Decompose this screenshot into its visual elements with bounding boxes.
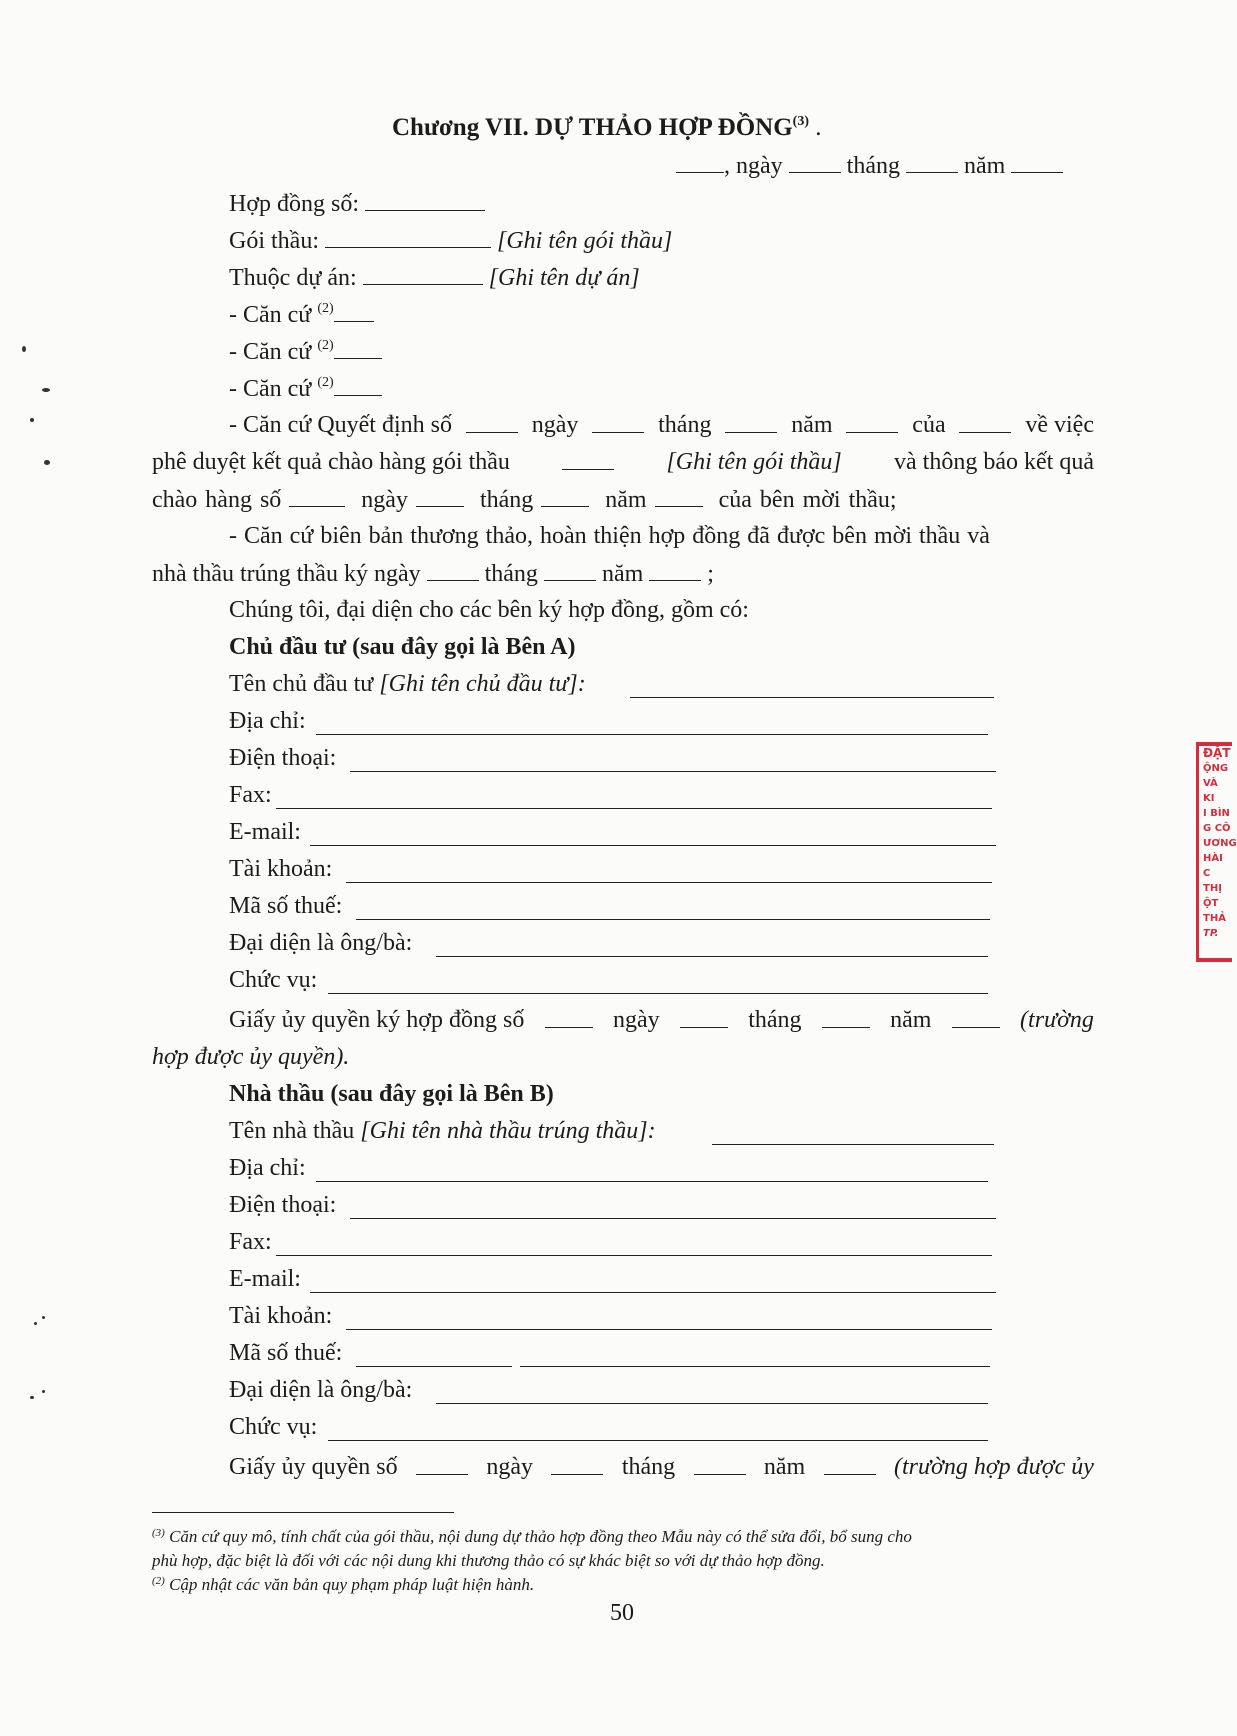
- date-line: [676, 150, 1063, 181]
- notice-number-label: chào hàng số: [152, 487, 282, 513]
- package-line: [229, 225, 672, 256]
- minutes-line-1: [229, 521, 990, 551]
- footnote-3-mark: (3): [152, 1527, 165, 1539]
- party-a-auth-tail: (trường: [1020, 1007, 1094, 1033]
- minutes-day-blank: [427, 558, 479, 581]
- decision-subject-label: về việc: [1025, 412, 1094, 438]
- party-b-position-label: Chức vụ:: [229, 1414, 318, 1440]
- basis-label: - Căn cứ: [229, 302, 312, 328]
- minutes-year-blank: [649, 558, 701, 581]
- contract-number-line: [229, 188, 485, 219]
- scan-speck: [44, 460, 50, 465]
- package-blank: [325, 225, 491, 248]
- party-a-position-label: Chức vụ:: [229, 967, 318, 993]
- seal-stamp: [1196, 742, 1237, 962]
- approve-hint: [Ghi tên gói thầu]: [666, 449, 842, 475]
- basis-line-1: [229, 299, 374, 330]
- party-a-auth-line: [229, 1005, 1094, 1035]
- decision-year-blank: [846, 410, 898, 433]
- basis-blank: [334, 299, 374, 322]
- party-a-position-line: [328, 993, 988, 994]
- date-day-label: , ngày: [724, 153, 783, 179]
- date-month-label: tháng: [846, 153, 900, 179]
- project-line: [229, 262, 640, 293]
- party-a-name-line: [630, 697, 994, 698]
- footnote-2-line: [152, 1574, 534, 1596]
- decision-issuer-blank: [959, 410, 1011, 433]
- notice-day-label: ngày: [361, 487, 408, 513]
- footnote-2-text: Cập nhật các văn bản quy phạm pháp luật hiện hành.: [169, 1575, 535, 1594]
- party-a-auth-label: Giấy ủy quyền ký hợp đồng số: [229, 1007, 525, 1033]
- party-b-position-line: [328, 1440, 988, 1441]
- party-b-fax-label: Fax:: [229, 1229, 272, 1255]
- party-b-account-label: Tài khoản:: [229, 1303, 333, 1329]
- party-a-rep-line: [436, 956, 988, 957]
- stamp-line: ĐẶT: [1203, 746, 1231, 760]
- party-a-tax-line: [356, 919, 990, 920]
- party-a-email-label: E-mail:: [229, 819, 301, 845]
- basis-footnote-mark: (2): [317, 301, 334, 316]
- party-b-auth-label: Giấy ủy quyền số: [229, 1454, 398, 1480]
- scan-speck: [22, 346, 26, 352]
- party-b-phone-line: [350, 1218, 996, 1219]
- decision-month-label: tháng: [658, 412, 712, 438]
- intro-line: [229, 595, 749, 625]
- day-blank: [789, 150, 841, 173]
- basis-footnote-mark: (2): [317, 375, 334, 390]
- notice-month-blank: [541, 484, 589, 507]
- stamp-line: HÀI C: [1203, 853, 1223, 879]
- scan-speck: [42, 388, 50, 392]
- page-number: 50: [610, 1600, 634, 1626]
- decision-intro: - Căn cứ Quyết định số: [229, 412, 452, 438]
- title-text: Chương VII. DỰ THẢO HỢP ĐỒNG: [392, 114, 793, 141]
- scan-speck: [30, 418, 34, 422]
- footnote-3-line-1: [152, 1526, 912, 1548]
- decision-month-blank: [725, 410, 777, 433]
- decision-day-blank: [592, 410, 644, 433]
- minutes-month-label: tháng: [484, 561, 538, 587]
- basis-line-2: [229, 336, 382, 367]
- party-a-auth-number-blank: [545, 1005, 593, 1028]
- minutes-line-2: [152, 558, 714, 589]
- party-a-account-line: [346, 882, 992, 883]
- notice-year-blank: [655, 484, 703, 507]
- basis-blank: [334, 336, 382, 359]
- footnote-3-line-2: phù hợp, đặc biệt là đối với các nội dung khi thương thảo có sự khác biệt so với dự thảo hợp đồng.: [152, 1551, 825, 1570]
- decision-line-1: [229, 410, 1094, 440]
- stamp-line: THỊ: [1203, 883, 1222, 894]
- project-label: Thuộc dự án:: [229, 265, 357, 291]
- minutes-end: ;: [707, 561, 714, 587]
- party-b-heading: Nhà thầu (sau đây gọi là Bên B): [229, 1081, 554, 1107]
- party-a-address-label: Địa chỉ:: [229, 708, 306, 734]
- party-a-name-label: Tên chủ đầu tư: [229, 671, 374, 697]
- party-a-auth-month-blank: [822, 1005, 870, 1028]
- party-b-auth-day-blank: [551, 1452, 603, 1475]
- party-b-address-label: Địa chỉ:: [229, 1155, 306, 1181]
- stamp-line: ỘT THẢ: [1203, 898, 1226, 924]
- decision-day-label: ngày: [531, 412, 579, 438]
- decision-year-label: năm: [791, 412, 833, 438]
- minutes-year-label: năm: [601, 561, 644, 587]
- party-a-address-line: [316, 734, 988, 735]
- party-a-fax-line: [276, 808, 992, 809]
- decision-of-label: của: [912, 412, 946, 438]
- minutes-text-2: nhà thầu trúng thầu ký ngày: [152, 561, 421, 587]
- party-b-rep-line: [436, 1403, 988, 1404]
- party-b-auth-number-blank: [416, 1452, 468, 1475]
- title-footnote-mark: (3): [792, 114, 809, 129]
- minutes-text-1: - Căn cứ biên bản thương thảo, hoàn thiện hợp đồng đã được bên mời thầu và: [229, 523, 990, 549]
- party-a-name-hint: [Ghi tên chủ đầu tư]:: [379, 671, 586, 697]
- party-b-tax-line-2: [520, 1366, 990, 1367]
- scan-speck: [34, 1322, 37, 1325]
- notice-of-label: của bên mời thầu;: [718, 487, 897, 513]
- party-a-heading: Chủ đầu tư (sau đây gọi là Bên A): [229, 634, 576, 660]
- basis-line-3: [229, 373, 382, 404]
- contract-number-blank: [365, 188, 485, 211]
- approve-text: phê duyệt kết quả chào hàng gói thầu: [152, 449, 510, 475]
- party-a-phone-line: [350, 771, 996, 772]
- basis-label: - Căn cứ: [229, 339, 312, 365]
- project-hint: [Ghi tên dự án]: [488, 265, 640, 291]
- party-a-auth-month-label: tháng: [748, 1007, 802, 1033]
- stamp-line: VÀ KI: [1203, 778, 1218, 804]
- footnote-separator: [152, 1512, 454, 1513]
- notice-text: và thông báo kết quả: [894, 449, 1094, 475]
- party-a-auth-year-blank: [952, 1005, 1000, 1028]
- stamp-line: I BÌN: [1203, 808, 1230, 819]
- party-b-auth-year-blank: [824, 1452, 876, 1475]
- party-b-name-line: [712, 1144, 994, 1145]
- place-blank: [676, 150, 724, 173]
- scan-speck: [42, 1390, 45, 1393]
- party-a-rep-label: Đại diện là ông/bà:: [229, 930, 413, 956]
- notice-year-label: năm: [605, 487, 647, 513]
- party-b-tax-line: [356, 1366, 512, 1367]
- decision-line-3: [152, 484, 897, 515]
- party-a-fax-label: Fax:: [229, 782, 272, 808]
- stamp-line: ỘNG: [1203, 763, 1229, 774]
- contract-number-label: Hợp đồng số:: [229, 191, 360, 217]
- party-b-name-hint: [Ghi tên nhà thầu trúng thầu]:: [360, 1118, 656, 1144]
- party-a-name-row: [229, 669, 586, 699]
- decision-number-blank: [466, 410, 518, 433]
- stamp-line: TP.: [1203, 928, 1219, 939]
- stamp-line: G CÔ: [1203, 823, 1231, 834]
- basis-blank: [334, 373, 382, 396]
- decision-line-2: [152, 447, 1094, 477]
- party-b-auth-month-blank: [694, 1452, 746, 1475]
- month-blank: [906, 150, 958, 173]
- party-b-auth-month-label: tháng: [621, 1454, 676, 1480]
- party-a-auth-day-blank: [680, 1005, 728, 1028]
- package-hint: [Ghi tên gói thầu]: [497, 228, 673, 254]
- party-b-fax-line: [276, 1255, 992, 1256]
- party-a-email-line: [310, 845, 996, 846]
- package-label: Gói thầu:: [229, 228, 319, 254]
- approve-blank: [562, 447, 614, 470]
- date-year-label: năm: [963, 153, 1006, 179]
- basis-label: - Căn cứ: [229, 376, 312, 402]
- project-blank: [363, 262, 483, 285]
- footnote-2-mark: (2): [152, 1575, 165, 1587]
- minutes-month-blank: [544, 558, 596, 581]
- party-b-email-line: [310, 1292, 996, 1293]
- party-a-auth-tail-2: hợp được ủy quyền).: [152, 1044, 350, 1070]
- scan-speck: [30, 1396, 34, 1399]
- party-b-auth-line: [229, 1452, 1094, 1482]
- party-b-name-label: Tên nhà thầu: [229, 1118, 355, 1144]
- scan-speck: [42, 1316, 45, 1319]
- party-b-name-row: [229, 1116, 656, 1146]
- party-b-auth-day-label: ngày: [486, 1454, 534, 1480]
- party-b-auth-tail: (trường hợp được ủy: [893, 1454, 1094, 1480]
- party-a-tax-label: Mã số thuế:: [229, 893, 343, 919]
- notice-number-blank: [289, 484, 345, 507]
- stamp-line: ƯƠNG: [1203, 838, 1237, 849]
- party-b-email-label: E-mail:: [229, 1266, 301, 1292]
- party-b-address-line: [316, 1181, 988, 1182]
- basis-footnote-mark: (2): [317, 338, 334, 353]
- party-a-phone-label: Điện thoại:: [229, 745, 337, 771]
- notice-month-label: tháng: [479, 487, 534, 513]
- party-b-account-line: [346, 1329, 992, 1330]
- page-title: Chương VII. DỰ THẢO HỢP ĐỒNG$^{(3)}$ .: [392, 114, 822, 141]
- party-b-phone-label: Điện thoại:: [229, 1192, 337, 1218]
- year-blank: [1011, 150, 1063, 173]
- intro-text: Chúng tôi, đại diện cho các bên ký hợp đồng, gồm có:: [229, 597, 749, 623]
- party-b-rep-label: Đại diện là ông/bà:: [229, 1377, 413, 1403]
- party-a-auth-year-label: năm: [890, 1007, 932, 1033]
- party-a-auth-day-label: ngày: [612, 1007, 660, 1033]
- party-a-account-label: Tài khoản:: [229, 856, 333, 882]
- party-b-auth-year-label: năm: [763, 1454, 806, 1480]
- footnote-3-text-1: Căn cứ quy mô, tính chất của gói thầu, nội dung dự thảo hợp đồng theo Mẫu này có thể sửa đổi, bổ sung cho: [169, 1527, 912, 1546]
- party-b-tax-label: Mã số thuế:: [229, 1340, 343, 1366]
- notice-day-blank: [416, 484, 464, 507]
